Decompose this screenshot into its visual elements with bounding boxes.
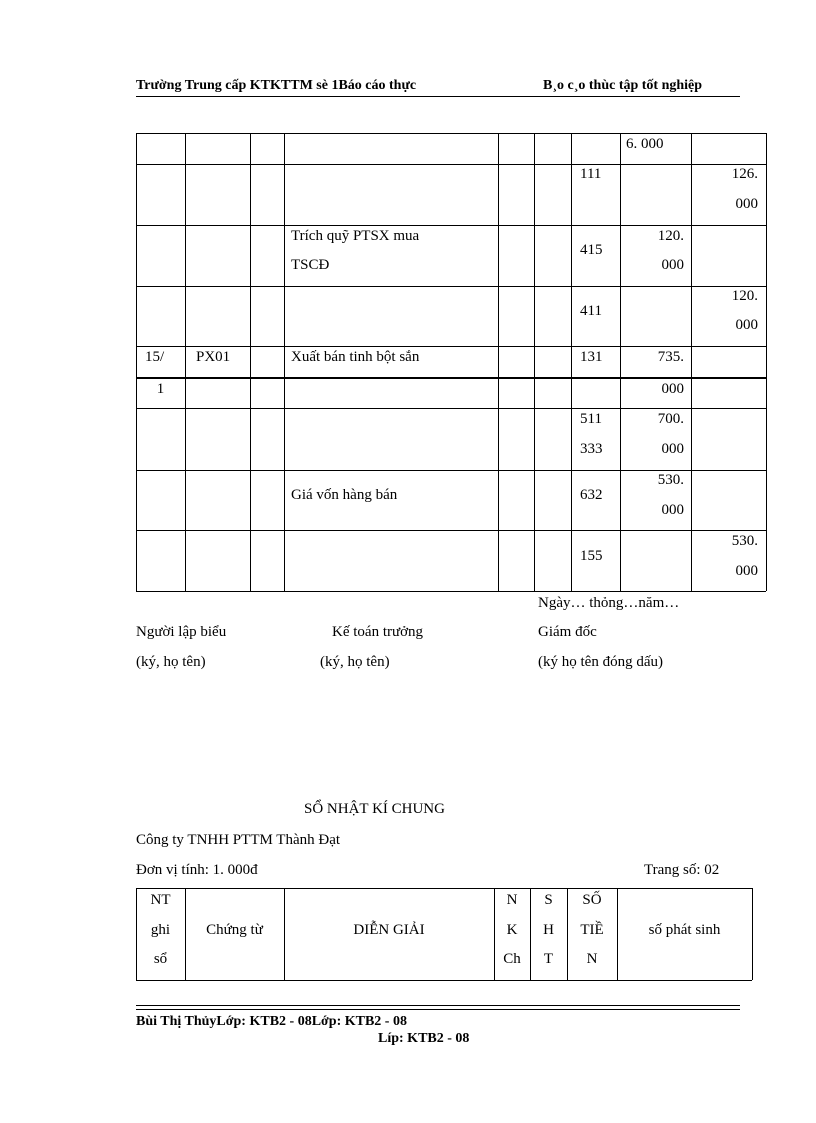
header-amount: N <box>586 951 598 967</box>
cell-account: 415 <box>580 242 603 258</box>
footer-rule <box>136 1009 740 1010</box>
footer-line2: Líp: KTB2 - 08 <box>378 1031 470 1046</box>
unit-label: Đơn vị tính: 1. 000đ <box>136 862 258 878</box>
accountant-label: Kế toán trưởng <box>332 624 424 640</box>
cell-account: 131 <box>580 349 603 365</box>
cell-debit: 735. <box>657 349 684 365</box>
header-nk: Ch <box>503 951 521 967</box>
cell-description: Trích quỹ PTSX mua <box>291 228 420 244</box>
cell-debit: 700. <box>657 411 684 427</box>
cell-voucher: PX01 <box>196 349 231 365</box>
cell-account: 333 <box>580 441 603 457</box>
header-voucher: Chứng từ <box>206 922 263 938</box>
preparer-sign: (ký, họ tên) <box>136 654 206 670</box>
cell-credit: 000 <box>735 196 758 212</box>
cell-amount: 6. 000 <box>626 136 664 152</box>
cell-description: Xuất bán tinh bột sắn <box>291 349 420 365</box>
cell-account: 155 <box>580 548 603 564</box>
header-nt: sổ <box>153 951 168 967</box>
cell-debit: 530. <box>657 472 684 488</box>
cell-description: TSCĐ <box>291 257 330 273</box>
cell-debit: 120. <box>657 228 684 244</box>
cell-date: 1 <box>156 381 165 397</box>
header-nt: ghi <box>150 922 171 938</box>
cell-credit: 530. <box>731 533 758 549</box>
cell-debit: 000 <box>661 502 684 518</box>
company-name: Công ty TNHH PTTM Thành Đạt <box>136 832 341 848</box>
footer-rule <box>136 1005 740 1006</box>
cell-date: 15/ <box>145 349 165 365</box>
cell-account: 632 <box>580 487 603 503</box>
signature-date: Ngày… thỏng…năm… <box>538 595 680 611</box>
cell-account: 511 <box>580 411 602 427</box>
cell-account: 411 <box>580 303 602 319</box>
header-sh: H <box>543 922 554 938</box>
header-amount: SỐ <box>582 892 602 908</box>
journal-title: SỔ NHẬT KÍ CHUNG <box>304 801 445 817</box>
accountant-sign: (ký, họ tên) <box>320 654 390 670</box>
header-nk: K <box>506 922 518 938</box>
cell-debit: 000 <box>661 257 684 273</box>
header-right: B¸o c¸o thùc tập tốt nghiệp <box>543 78 703 93</box>
header-nk: N <box>506 892 518 908</box>
cell-credit: 126. <box>731 166 758 182</box>
header-nt: NT <box>150 892 171 908</box>
director-label: Giám đốc <box>538 624 597 640</box>
cell-debit: 000 <box>661 441 684 457</box>
header-description: DIỄN GIẢI <box>353 922 425 938</box>
header-sh: S <box>544 892 553 908</box>
header-sh: T <box>543 951 554 967</box>
header-incurred: số phát sinh <box>648 922 721 938</box>
cell-credit: 120. <box>731 288 758 304</box>
cell-description: Giá vốn hàng bán <box>291 487 398 503</box>
header-left: Trường Trung cấp KTKTTM sè 1Báo cáo thực <box>136 78 417 93</box>
footer-line1: Bùi Thị ThủyLớp: KTB2 - 08Lớp: KTB2 - 08 <box>136 1014 407 1029</box>
page-number: Trang số: 02 <box>644 862 720 878</box>
cell-credit: 000 <box>735 563 758 579</box>
header-rule <box>136 96 740 97</box>
director-sign: (ký họ tên đóng dấu) <box>538 654 663 670</box>
cell-debit: 000 <box>661 381 684 397</box>
cell-credit: 000 <box>735 317 758 333</box>
preparer-label: Người lập biểu <box>136 624 227 640</box>
header-amount: TIỀ <box>580 922 604 938</box>
cell-account: 111 <box>580 166 602 182</box>
